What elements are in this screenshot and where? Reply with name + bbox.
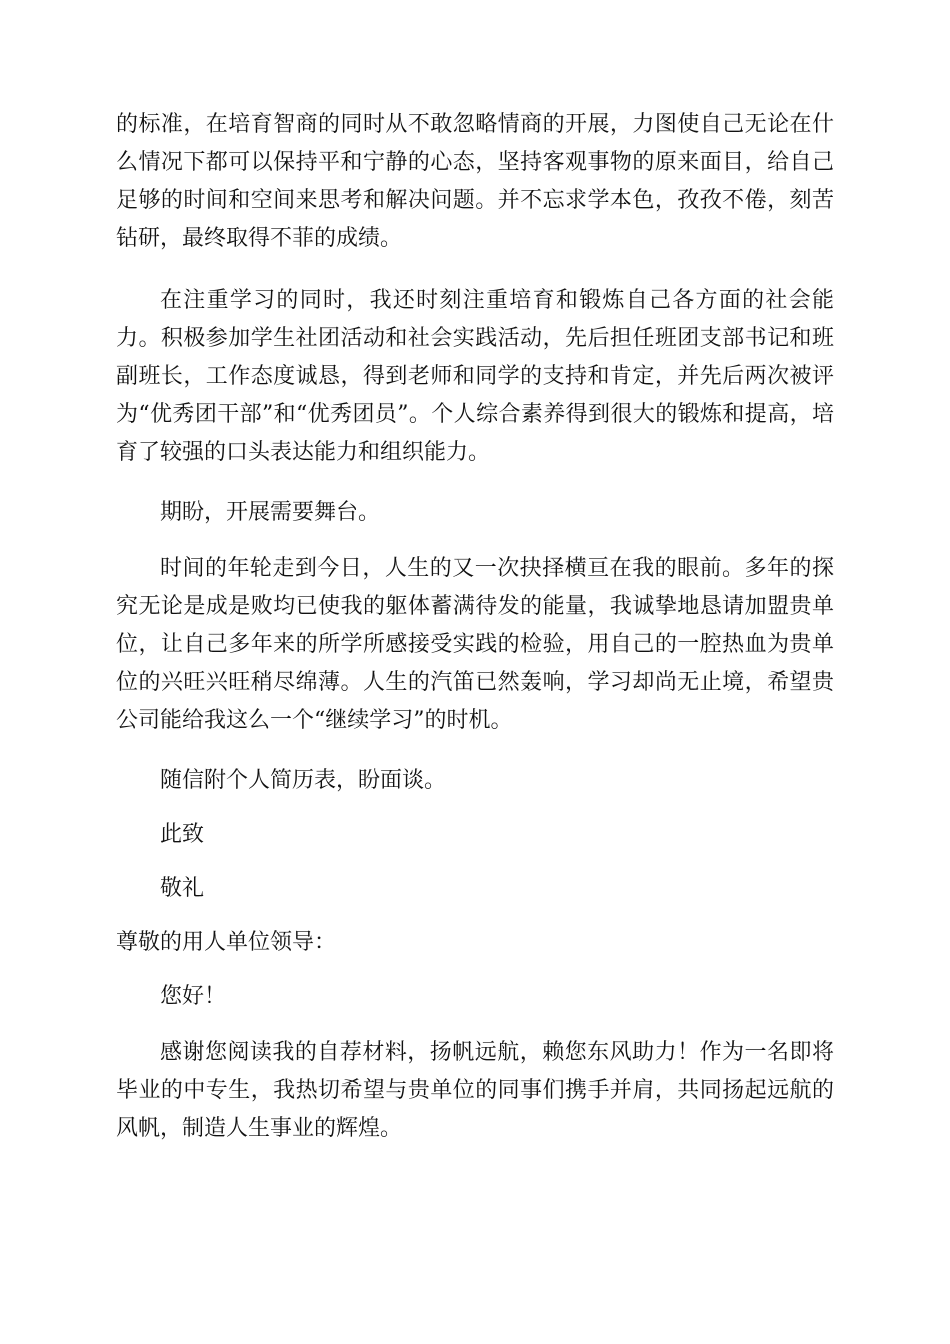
paragraph-thanks: 感谢您阅读我的自荐材料，扬帆远航，赖您东风助力！作为一名即将毕业的中专生，我热切希望与贵单位的同事们携手并肩，共同扬起远航的风帆，制造人生事业的辉煌。 [116,1040,834,1141]
paragraph-application: 时间的年轮走到今日，人生的又一次抉择横亘在我的眼前。多年的探究无论是成是败均已使我的躯体蓄满待发的能量，我诚挚地恳请加盟贵单位，让自己多年来的所学所感接受实践的检验，用自己的一腔热血为贵单位的兴旺兴旺稍尽绵薄。人生的汽笛已然轰响，学习却尚无止境，希望贵公司能给我这么一个“继续学习”的时机。 [116,556,834,733]
salutation: 尊敬的用人单位领导： [116,930,337,955]
closing-cizhi: 此致 [160,822,205,847]
paragraph-attachment-note: 随信附个人简历表，盼面谈。 [160,768,447,793]
closing-jingli: 敬礼 [160,876,205,901]
document-page [116,106,834,1172]
paragraph-expectation: 期盼，开展需要舞台。 [160,500,381,525]
paragraph-study-character: 的标准，在培育智商的同时从不敢忽略情商的开展，力图使自己无论在什么情况下都可以保持平和宁静的心态，坚持客观事物的原来面目，给自己足够的时间和空间来思考和解决问题。并不忘求学本色，孜孜不倦，刻苦钻研，最终取得不菲的成绩。 [116,112,834,251]
paragraph-social-ability: 在注重学习的同时，我还时刻注重培育和锻炼自己各方面的社会能力。积极参加学生社团活动和社会实践活动，先后担任班团支部书记和班副班长，工作态度诚恳，得到老师和同学的支持和肯定，并先后两次被评为“优秀团干部”和“优秀团员”。个人综合素养得到很大的锻炼和提高，培育了较强的口头表达能力和组织能力。 [116,288,834,465]
greeting: 您好！ [160,984,227,1009]
